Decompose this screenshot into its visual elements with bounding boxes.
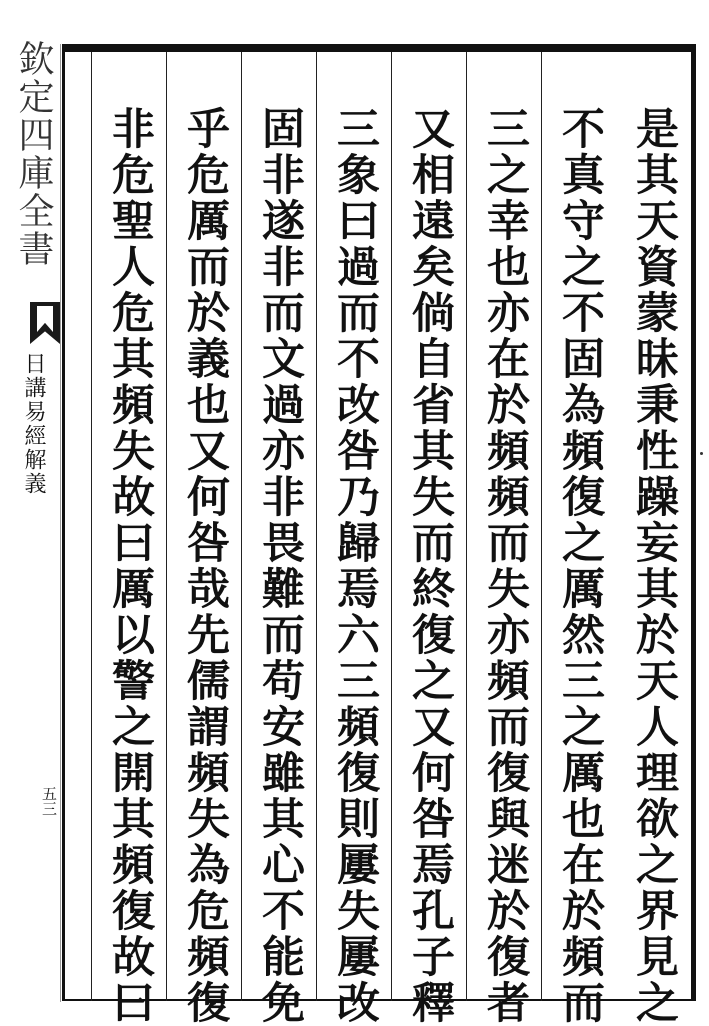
text-column-2 — [541, 52, 616, 1026]
column-text-5: 三象曰過而不改咎乃歸焉六三頻復則屢失屢改 — [330, 106, 380, 1026]
margin-book-title: 欽定四庫全書 — [13, 40, 54, 268]
margin-section-title: 日講易經解義 — [21, 352, 46, 496]
stray-ink-dot — [700, 452, 703, 455]
column-text-7: 乎危厲而於義也又何咎哉先儒謂頻失為危頻復 — [180, 106, 230, 1026]
column-text-6: 固非遂非而文過亦非畏難而苟安雖其心不能免 — [255, 106, 305, 1026]
column-text-3: 三之幸也亦在於頻頻而失亦頻而復與迷於復者 — [480, 106, 530, 1026]
column-text-2: 不真守之不固為頻復之厲然三之厲也在於頻而 — [555, 106, 605, 1026]
column-text-1: 是其天資蒙昧秉性躁妄其於天人理欲之界見之 — [629, 106, 679, 1026]
page-edge-line — [60, 44, 61, 1002]
text-column-8 — [91, 52, 166, 1026]
frame-top-rule — [62, 44, 696, 52]
text-column-5 — [316, 52, 391, 1026]
column-text-8: 非危聖人危其頻失故曰厲以警之開其頻復故曰 — [105, 106, 155, 1026]
text-column-6 — [241, 52, 316, 1026]
text-column-3 — [466, 52, 541, 1026]
text-column-7 — [166, 52, 241, 1026]
column-text-4: 又相遠矣倘自省其失而終復之又何咎焉孔子釋 — [405, 106, 455, 1026]
text-column-1 — [616, 52, 691, 1026]
page-number: 五三 — [40, 786, 58, 816]
text-column-4 — [391, 52, 466, 1026]
